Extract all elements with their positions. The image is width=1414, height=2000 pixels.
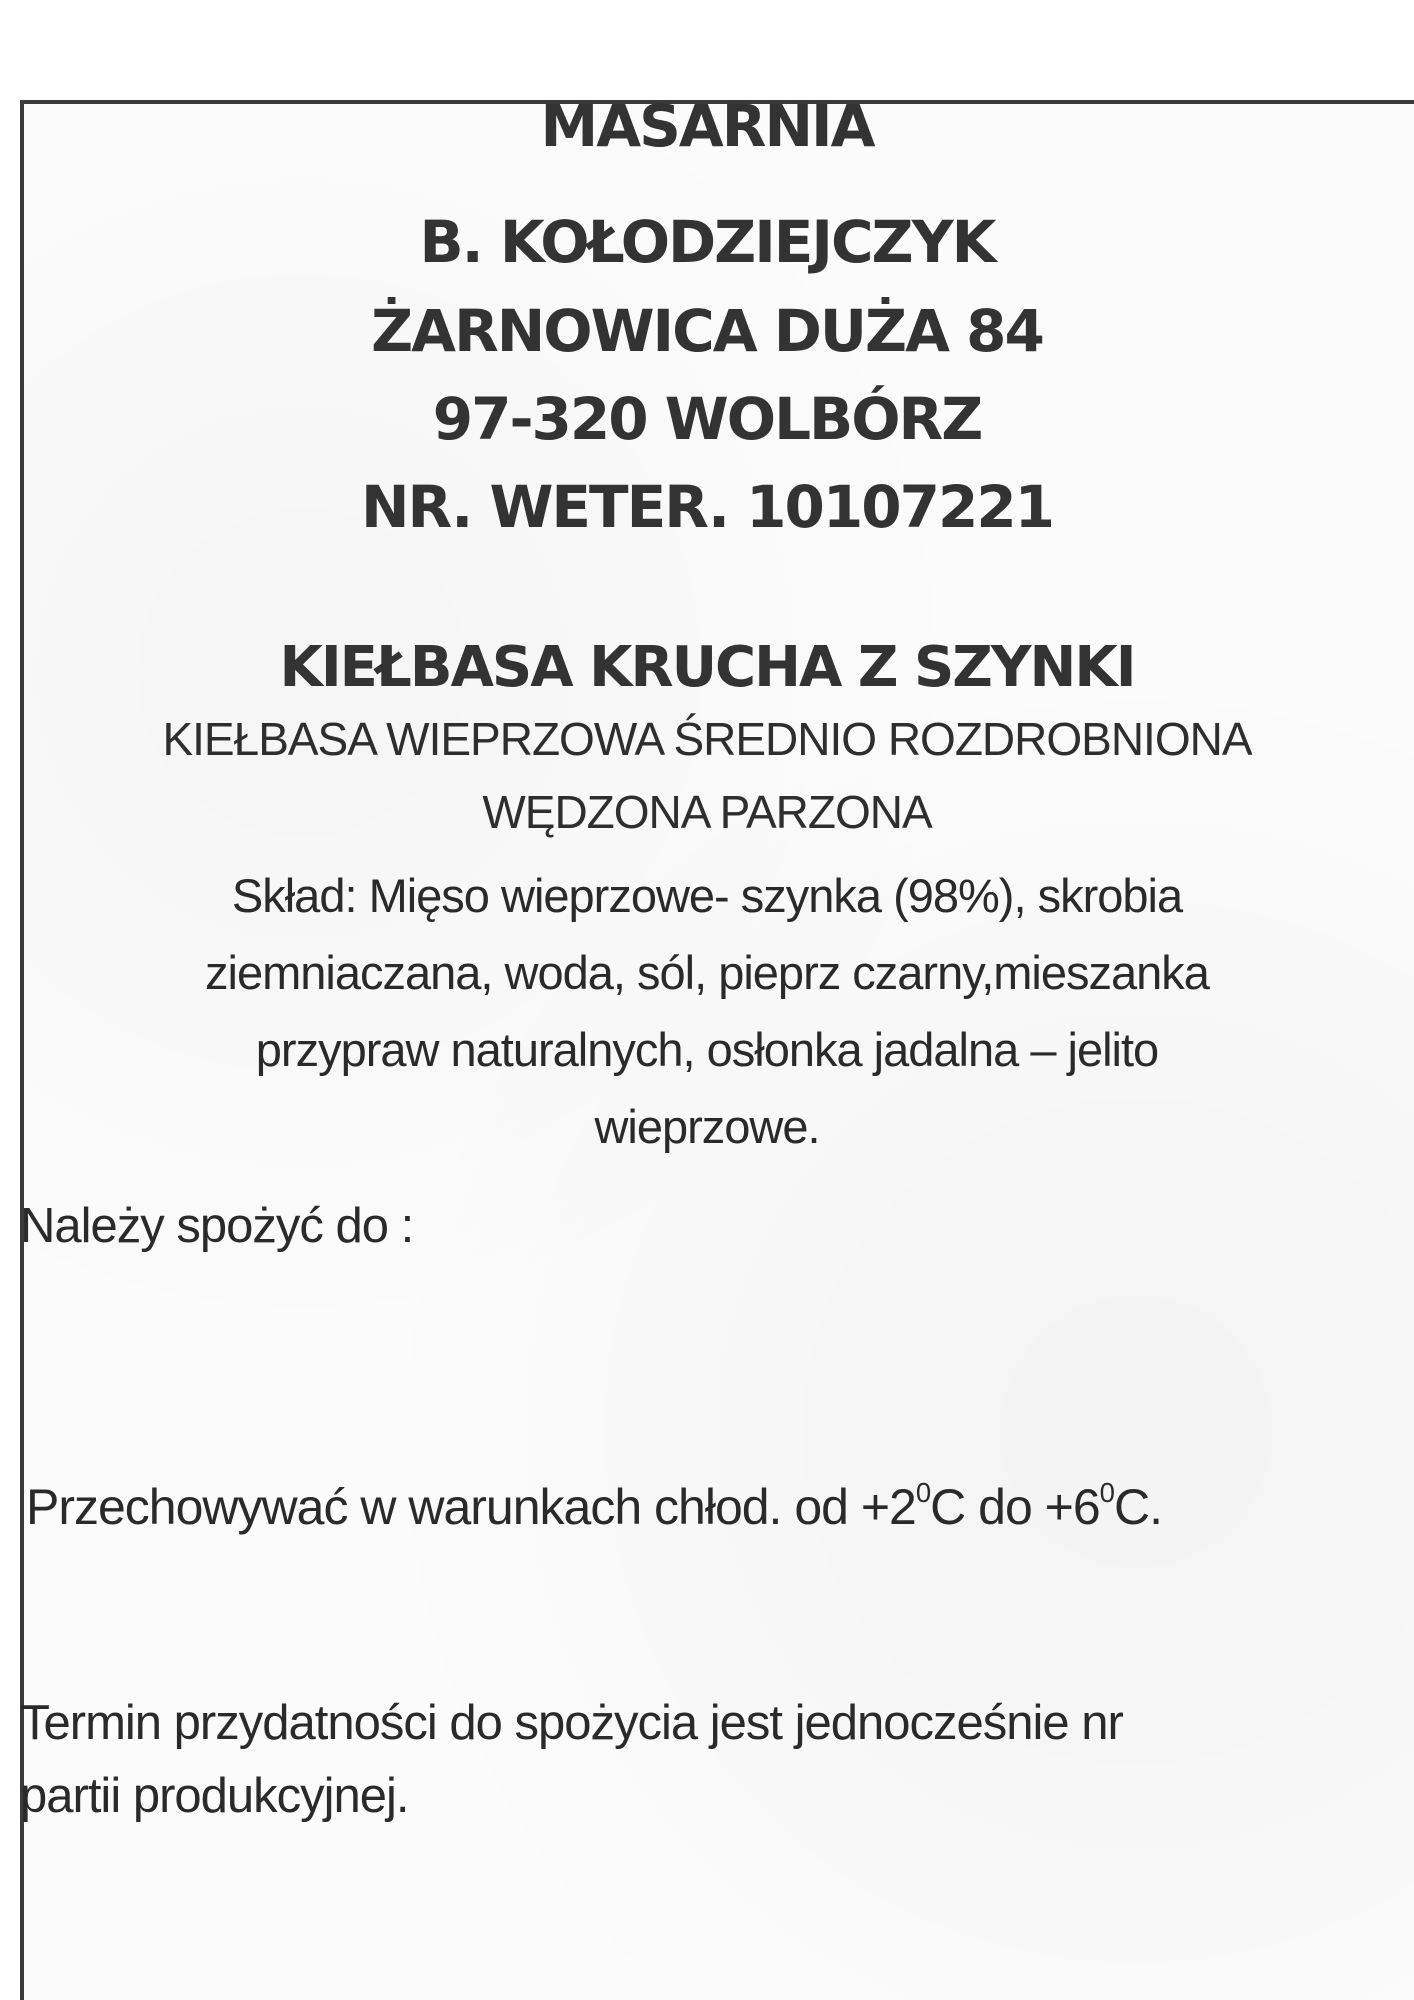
degree-mark: 0 bbox=[915, 1477, 931, 1508]
producer-name: MASARNIA bbox=[540, 92, 874, 160]
best-before-label: Należy spożyć do : bbox=[20, 1199, 414, 1253]
ingredients-line4: wieprzowe. bbox=[594, 1100, 820, 1153]
batch-note-line1: Termin przydatności do spożycia jest jednocześnie nr bbox=[20, 1696, 1123, 1750]
ingredients-line2: ziemniaczana, woda, sól, pieprz czarny,mieszanka bbox=[205, 946, 1209, 999]
product-description-line1: KIEŁBASA WIEPRZOWA ŚREDNIO ROZDROBNIONA bbox=[162, 713, 1252, 765]
ingredients-line1: Skład: Mięso wieprzowe- szynka (98%), skrobia bbox=[231, 869, 1183, 922]
storage-prefix: Przechowywać w warunkach chłod. od +2 bbox=[26, 1479, 916, 1535]
ingredients-line3: przypraw naturalnych, osłonka jadalna – jelito bbox=[255, 1023, 1159, 1076]
producer-owner: B. KOŁODZIEJCZYK bbox=[419, 208, 995, 276]
storage-suffix: C. bbox=[1113, 1479, 1162, 1535]
product-name: KIEŁBASA KRUCHA Z SZYNKI bbox=[279, 635, 1135, 700]
storage-middle: C do +6 bbox=[930, 1479, 1100, 1535]
degree-mark: 0 bbox=[1099, 1477, 1114, 1508]
producer-address-city: 97-320 WOLBÓRZ bbox=[432, 385, 982, 453]
batch-note-line2: partii produkcyjnej. bbox=[20, 1769, 409, 1823]
storage-instruction bbox=[26, 1477, 1162, 1536]
producer-address-street: ŻARNOWICA DUŻA 84 bbox=[371, 297, 1043, 365]
veterinary-number: NR. WETER. 10107221 bbox=[360, 473, 1054, 541]
product-description-line2: WĘDZONA PARZONA bbox=[482, 786, 932, 838]
